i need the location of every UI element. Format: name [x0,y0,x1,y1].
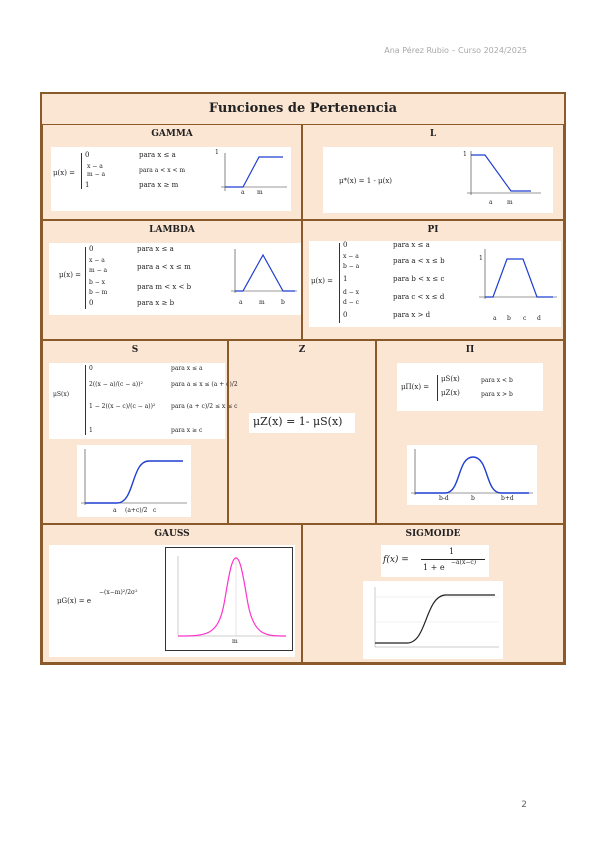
tick-b: b [471,495,475,502]
case-0: μS(x) [441,375,460,383]
tick-m: m [507,199,513,206]
case-3: b − x [89,279,106,286]
bigpi-plot [409,447,535,501]
tick-b: b [507,315,511,322]
page-number: 2 [521,800,527,810]
tick-c: c [523,315,527,322]
case-0: 0 [85,151,90,159]
gauss-plot-frame [165,547,293,651]
case-6: 0 [343,311,348,319]
cell-bigpi [376,340,564,524]
tick-mid: (a+c)/2 [125,507,148,514]
tick-d: d [537,315,541,322]
case-1: x − a [343,253,359,260]
lambda-plot [229,247,299,299]
cond-2: para x ≥ m [139,181,179,189]
formula-panel [49,243,301,315]
denominator: 1 + e [423,563,445,572]
cell-title: SIGMOIDE [405,529,461,539]
case-4: d − x [343,289,360,296]
formula-exponent: −(x−m)²/2σ² [99,589,138,596]
cell-s [42,340,238,524]
formula-panel [309,241,561,327]
cell-gauss [42,524,302,663]
cell-lambda [42,220,302,340]
tick-a: a [239,299,243,306]
tick-1: 1 [215,149,219,156]
cell-title: S [131,345,139,355]
formula-lhs: μ(x) = [53,169,76,177]
formula-panel [249,413,355,433]
case-1: x − a [87,163,103,170]
cond-3: para x ≥ b [137,299,175,307]
sigmoide-plot-panel [363,581,503,659]
cell-sigmoide [302,524,564,663]
formula-lhs: f(x) = [383,555,409,565]
case-2: m − a [89,267,108,274]
gamma-plot [219,151,289,199]
case-2: 1 − 2((x − c)/(c − a))² [89,403,156,410]
cond-0: para x ≤ a [171,365,203,372]
membership-functions-table [40,92,566,665]
case-4: b − m [89,289,108,296]
formula-lhs: μ(x) = [311,277,334,285]
case-3: 1 [85,181,90,189]
case-0: 0 [89,245,94,253]
formula-panel [381,545,489,577]
numerator: 1 [449,547,455,556]
cell-l [302,124,564,220]
case-0: 0 [343,241,348,249]
cond-2: para (a + c)/2 ≤ x ≤ c [171,403,238,410]
sigmoide-plot [365,583,501,657]
s-plot [79,447,189,511]
bigpi-plot-panel [407,445,537,505]
tick-b-minus-d: b-d [439,495,449,502]
tick-c: c [153,507,157,514]
tick-b: b [281,299,285,306]
case-1: μZ(x) [441,389,460,397]
formula: μG(x) = e [57,597,92,605]
cell-pi [302,220,564,340]
tick-m: m [232,638,238,645]
cond-3: para x ≥ c [171,427,203,434]
table-title: Funciones de Pertenencia [208,101,398,116]
cond-0: para x ≤ a [393,241,430,249]
case-3: 1 [343,275,348,283]
tick-b-plus-d: b+d [501,495,514,502]
cond-1: para a < x ≤ m [137,263,191,271]
cond-1: para a < x < m [139,167,186,174]
case-3: 1 [89,427,93,434]
case-2: m − a [87,171,106,178]
cell-title: LAMBDA [149,225,195,235]
cond-4: para x > d [393,311,431,319]
cond-2: para b < x ≤ c [393,275,445,283]
s-plot-panel [77,445,191,517]
case-5: d − c [343,299,360,306]
cond-1: para a ≤ x ≤ (a + c)/2 [171,381,238,388]
case-5: 0 [89,299,94,307]
formula-lhs: μS(x) [53,391,70,398]
formula: μZ(x) = 1- μS(x) [253,415,343,428]
cell-title: Z [298,345,306,355]
case-1: x − a [89,257,105,264]
page-header: Ana Pérez Rubio – Curso 2024/2025 [384,46,527,55]
cell-title: Π [465,345,475,355]
cond-3: para c < x ≤ d [393,293,445,301]
formula-panel [397,363,543,411]
gauss-plot [166,548,292,650]
case-1: 2((x − a)/(c − a))² [89,381,143,388]
cell-gamma [42,124,302,220]
exponent: −a(x−c) [451,559,477,566]
tick-a: a [241,189,245,196]
cond-0: para x ≤ a [139,151,176,159]
formula-panel [51,147,291,211]
tick-m: m [259,299,265,306]
tick-a: a [493,315,497,322]
l-plot [463,149,543,205]
cond-0: para x < b [481,377,513,384]
tick-1: 1 [463,151,467,158]
cond-0: para x ≤ a [137,245,174,253]
cell-title: GAUSS [154,529,190,539]
formula-lhs: μ(x) = [59,271,82,279]
cond-1: para x > b [481,391,513,398]
formula-panel [323,147,553,213]
formula-lhs: μΠ(x) = [401,383,430,391]
formula-panel [49,363,238,439]
case-2: b − a [343,263,360,270]
cond-1: para a < x ≤ b [393,257,445,265]
formula: μ*(x) = 1 - μ(x) [339,177,393,185]
formula-panel [49,545,295,657]
tick-m: m [257,189,263,196]
tick-a: a [489,199,493,206]
cond-2: para m < x < b [137,283,192,291]
cell-title: GAMMA [151,129,193,139]
case-0: 0 [89,365,93,372]
cell-title: PI [427,225,439,235]
tick-a: a [113,507,117,514]
pi-plot [475,247,559,309]
cell-z [228,340,376,524]
cell-title: L [429,129,437,139]
tick-1: 1 [479,255,483,262]
